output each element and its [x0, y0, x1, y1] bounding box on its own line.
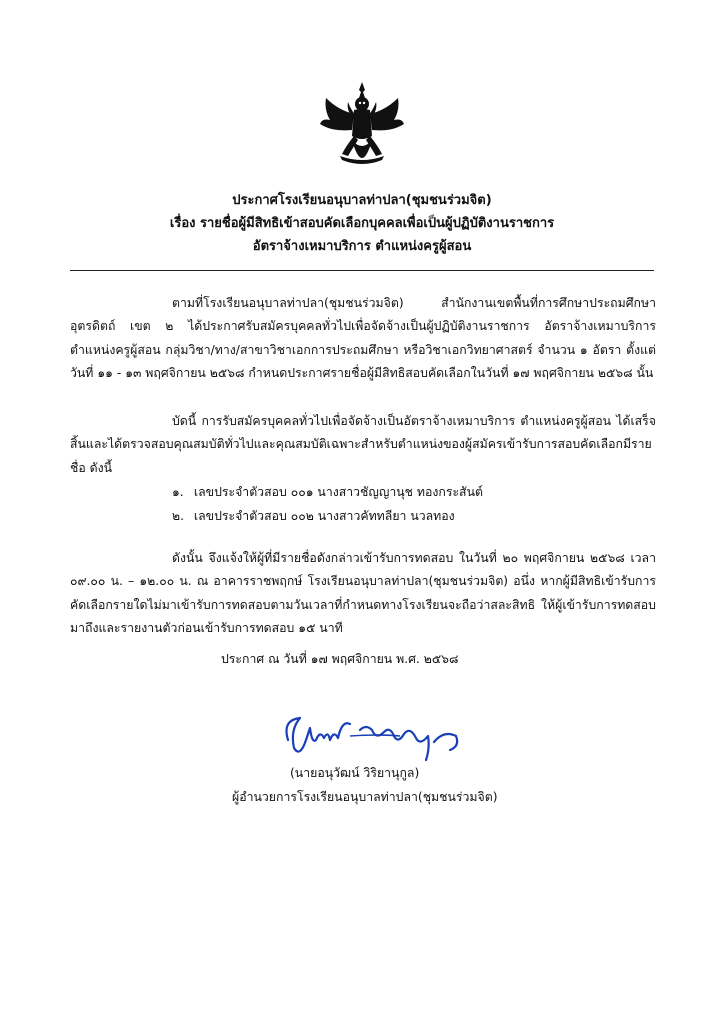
list-number: ๒. [172, 509, 185, 523]
candidate-list-item [172, 481, 483, 505]
paragraph-background: ตามที่โรงเรียนอนุบาลท่าปลา(ชุมชนร่วมจิต) สำนักงานเขตพื้นที่การศึกษาประถมศึกษาอุตรดิตถ์ เขต ๒ ได้ประกาศรับสมัครบุคคลทั่วไปเพื่อจัดจ้างเป็นผู้ปฏิบัติงานราชการ อัตราจ้างเหมาบริการ ตำแหน่งครูผู้สอน กลุ่มวิชา/ทาง/สาขาวิชาเอกการประถมศึกษา หรือวิชาเอกวิทยาศาสตร์ จำนวน ๑ อัตรา ตั้งแต่วันที่ ๑๑ - ๑๓ พฤศจิกายน ๒๕๖๘ กำหนดประกาศรายชื่อผู้มีสิทธิสอบคัดเลือกในวันที่ ๑๗ พฤศจิกายน ๒๕๖๘ นั้น [70, 296, 656, 380]
announcement-title: ประกาศโรงเรียนอนุบาลท่าปลา(ชุมชนร่วมจิต) [232, 193, 492, 208]
candidate-entry: เลขประจำตัวสอบ ๐๐๒ นางสาวคัททลียา นวลทอง [193, 509, 455, 523]
signatory-name: (นายอนุวัฒน์ วิริยานุกูล) [290, 766, 420, 780]
paragraph-instructions: ดังนั้น จึงแจ้งให้ผู้ที่มีรายชื่อดังกล่าวเข้ารับการทดสอบ ในวันที่ ๒๐ พฤศจิกายน ๒๕๖๘ เวลา ๐๙.๐๐ น. – ๑๒.๐๐ น. ณ อาคารราชพฤกษ์ โรงเรียนอนุบาลท่าปลา(ชุมชนร่วมจิต) อนึ่ง หากผู้มีสิทธิเข้ารับการคัดเลือกรายใดไม่มาเข้ารับการทดสอบตามวันเวลาที่กำหนดทางโรงเรียนจะถือว่าสละสิทธิ ให้ผู้เข้ารับการทดสอบมาถึงและรายงานตัวก่อนเข้ารับการทดสอบ ๑๕ นาที [70, 551, 656, 635]
announcement-subject: เรื่อง รายชื่อผู้มีสิทธิเข้าสอบคัดเลือกบุคคลเพื่อเป็นผู้ปฏิบัติงานราชการ [169, 216, 555, 231]
signatory-position: ผู้อำนวยการโรงเรียนอนุบาลท่าปลา(ชุมชนร่วมจิต) [232, 790, 498, 804]
header-divider [70, 270, 654, 271]
paragraph-status: บัดนี้ การรับสมัครบุคคลทั่วไปเพื่อจัดจ้างเป็นอัตราจ้างเหมาบริการ ตำแหน่งครูผู้สอน ได้เสร็จสิ้นและได้ตรวจสอบคุณสมบัติทั่วไปและคุณสมบัติเฉพาะสำหรับตำแหน่งของผู้สมัครเข้ารับการสอบคัดเลือกมีรายชื่อ ดังนี้ [70, 414, 656, 475]
list-number: ๑. [172, 485, 184, 499]
announcement-date: ประกาศ ณ วันที่ ๑๗ พฤศจิกายน พ.ศ. ๒๕๖๘ [221, 652, 459, 666]
candidate-list-item [172, 505, 455, 529]
garuda-emblem-icon [318, 80, 406, 176]
candidate-entry: เลขประจำตัวสอบ ๐๐๑ นางสาวชัญญานุช ทองกระสันต์ [193, 485, 483, 499]
announcement-position: อัตราจ้างเหมาบริการ ตำแหน่งครูผู้สอน [252, 239, 472, 254]
